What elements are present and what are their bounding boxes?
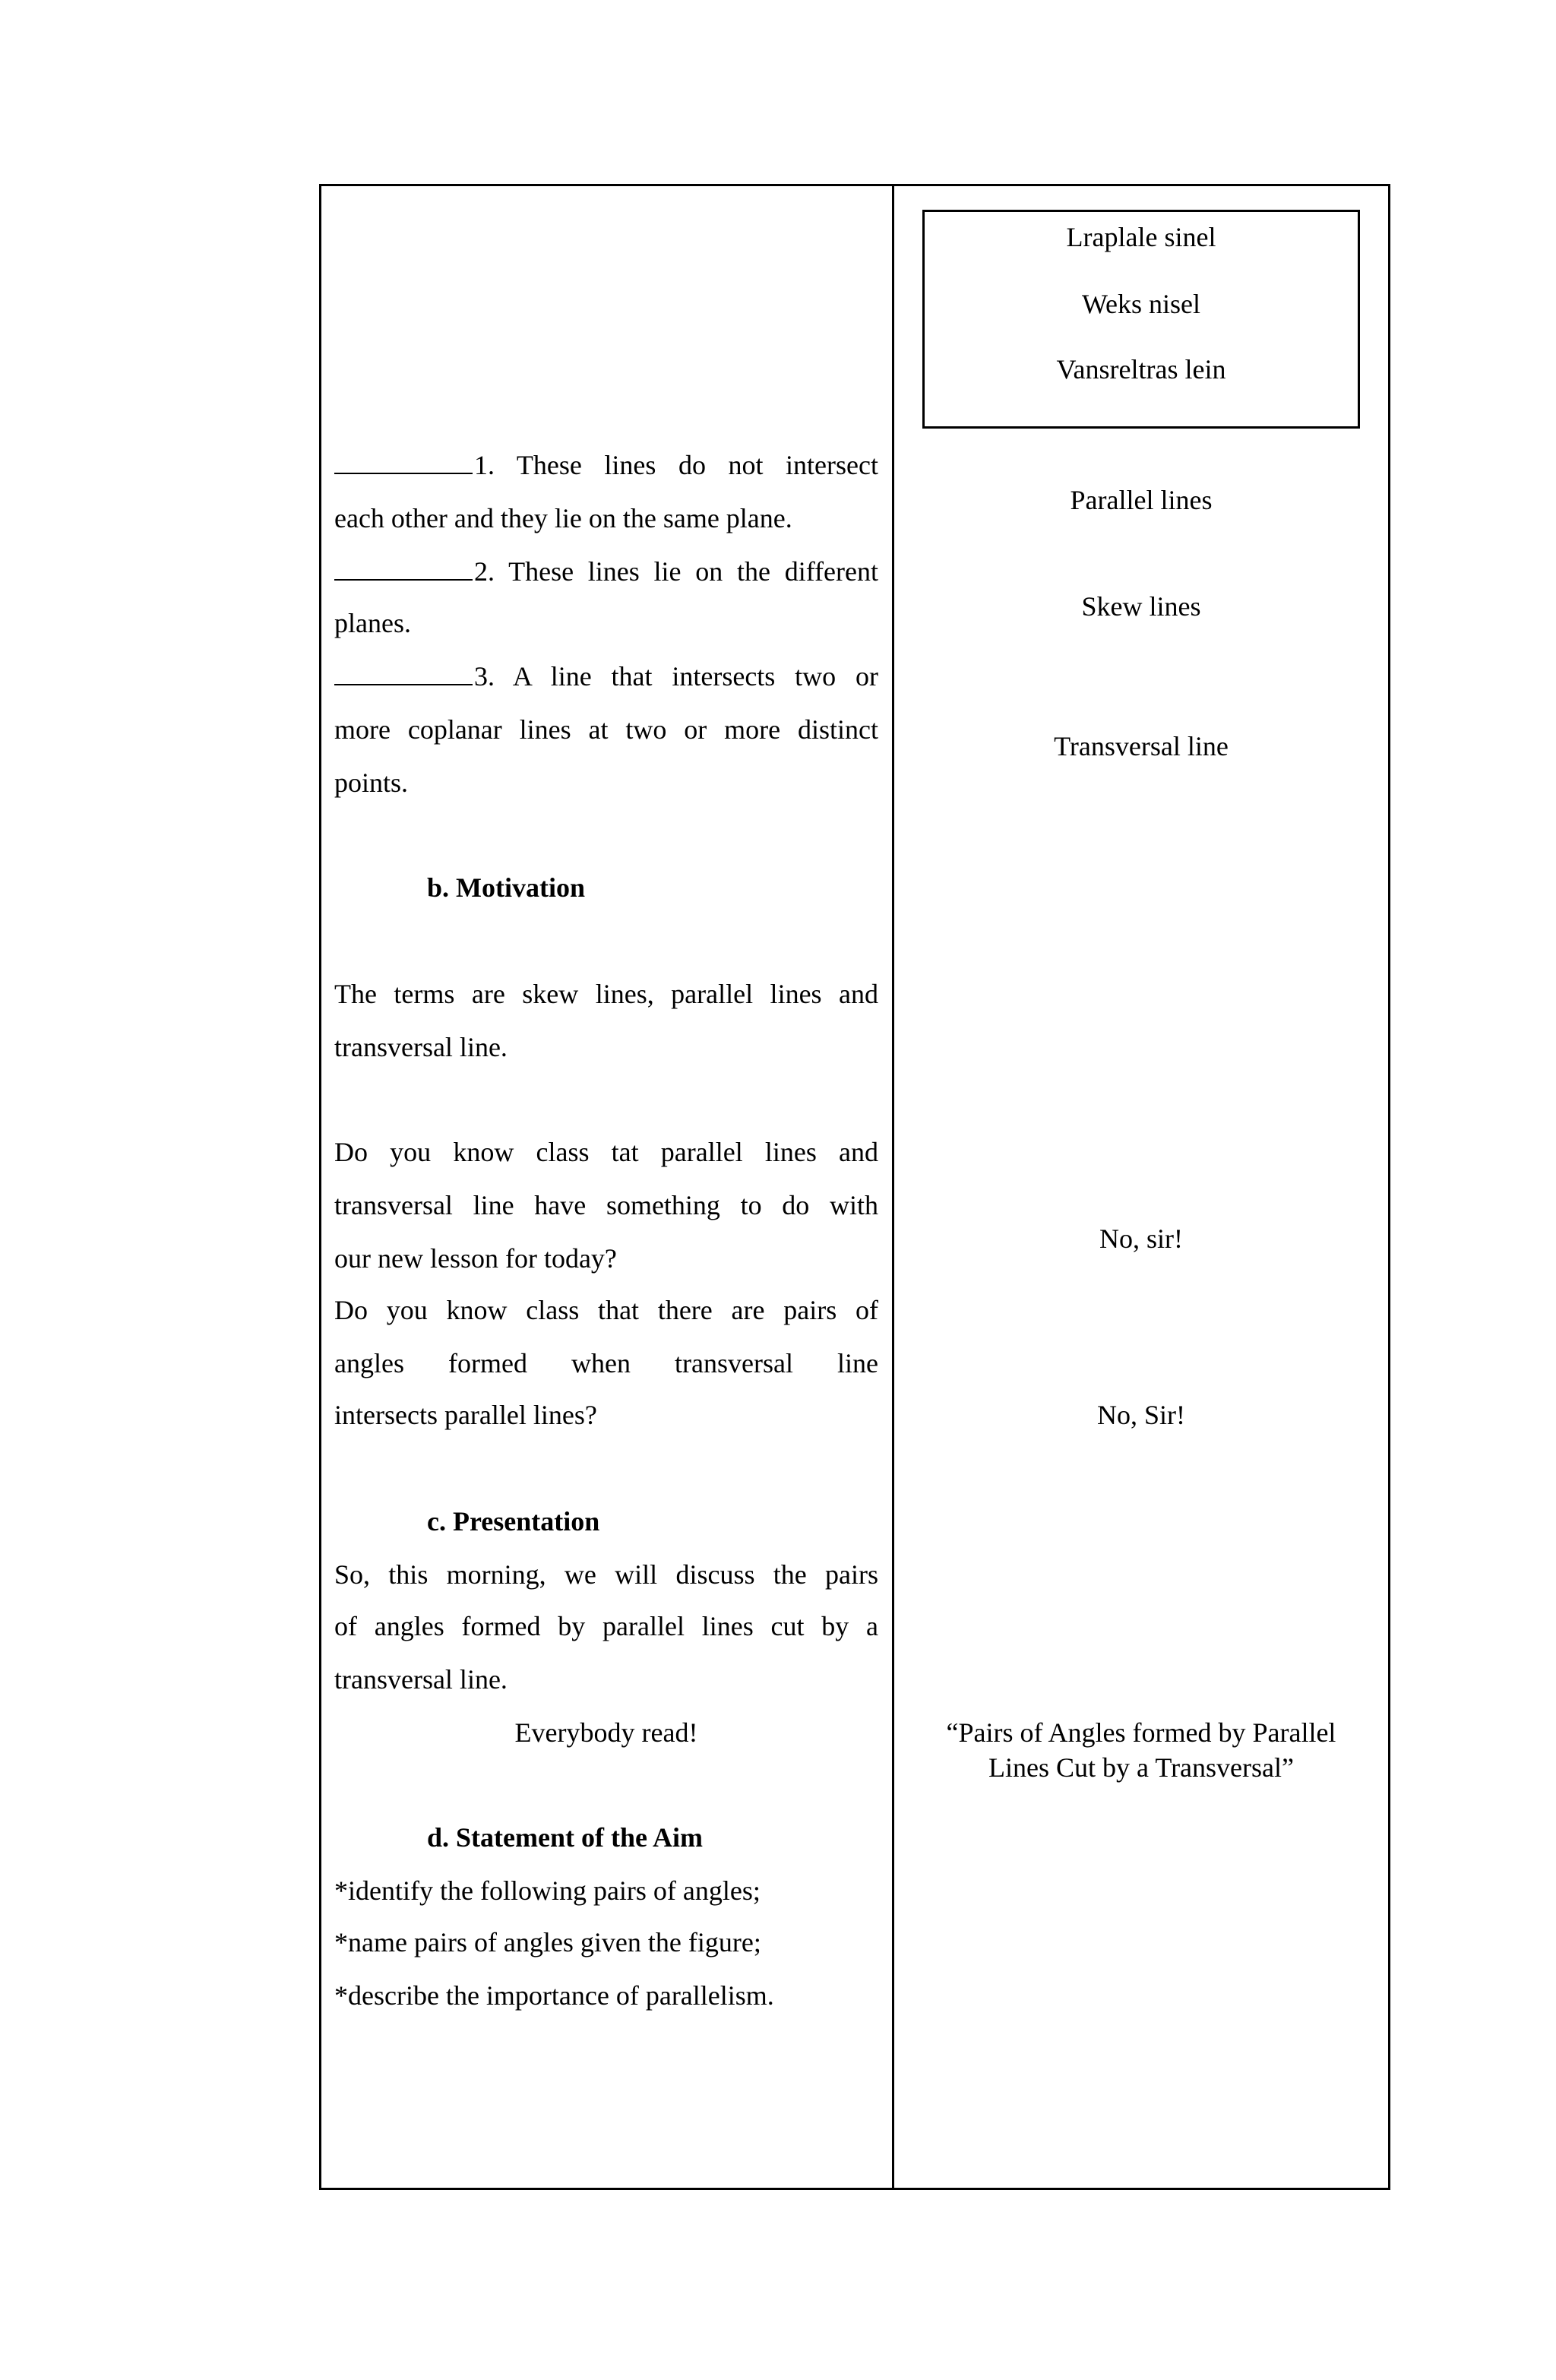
review-item-2-line-1: 2. These lines lie on the different — [334, 555, 878, 588]
motivation-q1-line-3: our new lesson for today? — [334, 1243, 617, 1274]
review-answer-2: Skew lines — [1081, 591, 1201, 622]
motivation-terms-line-1: The terms are skew lines, parallel lines and — [334, 979, 878, 1009]
jumbled-word-1: Lraplale sinel — [1066, 222, 1216, 252]
motivation-q2-line-2: angles formed when transversal line — [334, 1348, 878, 1378]
presentation-heading: c. Presentation — [427, 1506, 600, 1537]
review-item-1-line-1: 1. These lines do not intersect — [334, 448, 878, 482]
review-item-3-line-3: points. — [334, 767, 409, 798]
motivation-q2-line-1: Do you know class that there are pairs of — [334, 1295, 878, 1325]
review-item-1-line-2: each other and they lie on the same plane. — [334, 503, 792, 533]
review-answer-3: Transversal line — [1054, 731, 1229, 761]
motivation-q1-line-1: Do you know class tat parallel lines and — [334, 1137, 878, 1167]
motivation-answer-2: No, Sir! — [1097, 1400, 1185, 1430]
column-divider — [892, 184, 894, 2190]
motivation-q2-line-3: intersects parallel lines? — [334, 1400, 597, 1430]
answer-blank — [334, 450, 473, 474]
motivation-q1-line-2: transversal line have something to do with — [334, 1190, 878, 1220]
presentation-line-2: of angles formed by parallel lines cut by a — [334, 1611, 878, 1641]
review-item-2-line-2: planes. — [334, 608, 411, 638]
aim-heading: d. Statement of the Aim — [427, 1822, 703, 1853]
presentation-instruction: Everybody read! — [514, 1717, 698, 1748]
motivation-heading: b. Motivation — [427, 872, 586, 903]
review-item-3-line-2: more coplanar lines at two or more distinct — [334, 714, 878, 745]
aim-objective-2: *name pairs of angles given the figure; — [334, 1927, 761, 1957]
presentation-line-3: transversal line. — [334, 1664, 508, 1695]
aim-objective-3: *describe the importance of parallelism. — [334, 1980, 774, 2011]
presentation-response-line-1: “Pairs of Angles formed by Parallel — [946, 1717, 1336, 1748]
review-answer-1: Parallel lines — [1070, 485, 1213, 515]
motivation-terms-line-2: transversal line. — [334, 1032, 508, 1062]
jumbled-word-2: Weks nisel — [1081, 289, 1201, 319]
jumbled-word-3: Vansreltras lein — [1056, 354, 1226, 385]
motivation-answer-1: No, sir! — [1099, 1223, 1183, 1254]
aim-objective-1: *identify the following pairs of angles; — [334, 1875, 761, 1906]
answer-blank — [334, 556, 473, 581]
presentation-response-line-2: Lines Cut by a Transversal” — [988, 1752, 1294, 1783]
review-item-3-line-1: 3. A line that intersects two or — [334, 660, 878, 693]
answer-blank — [334, 661, 473, 685]
presentation-line-1: So, this morning, we will discuss the pairs — [334, 1559, 878, 1590]
